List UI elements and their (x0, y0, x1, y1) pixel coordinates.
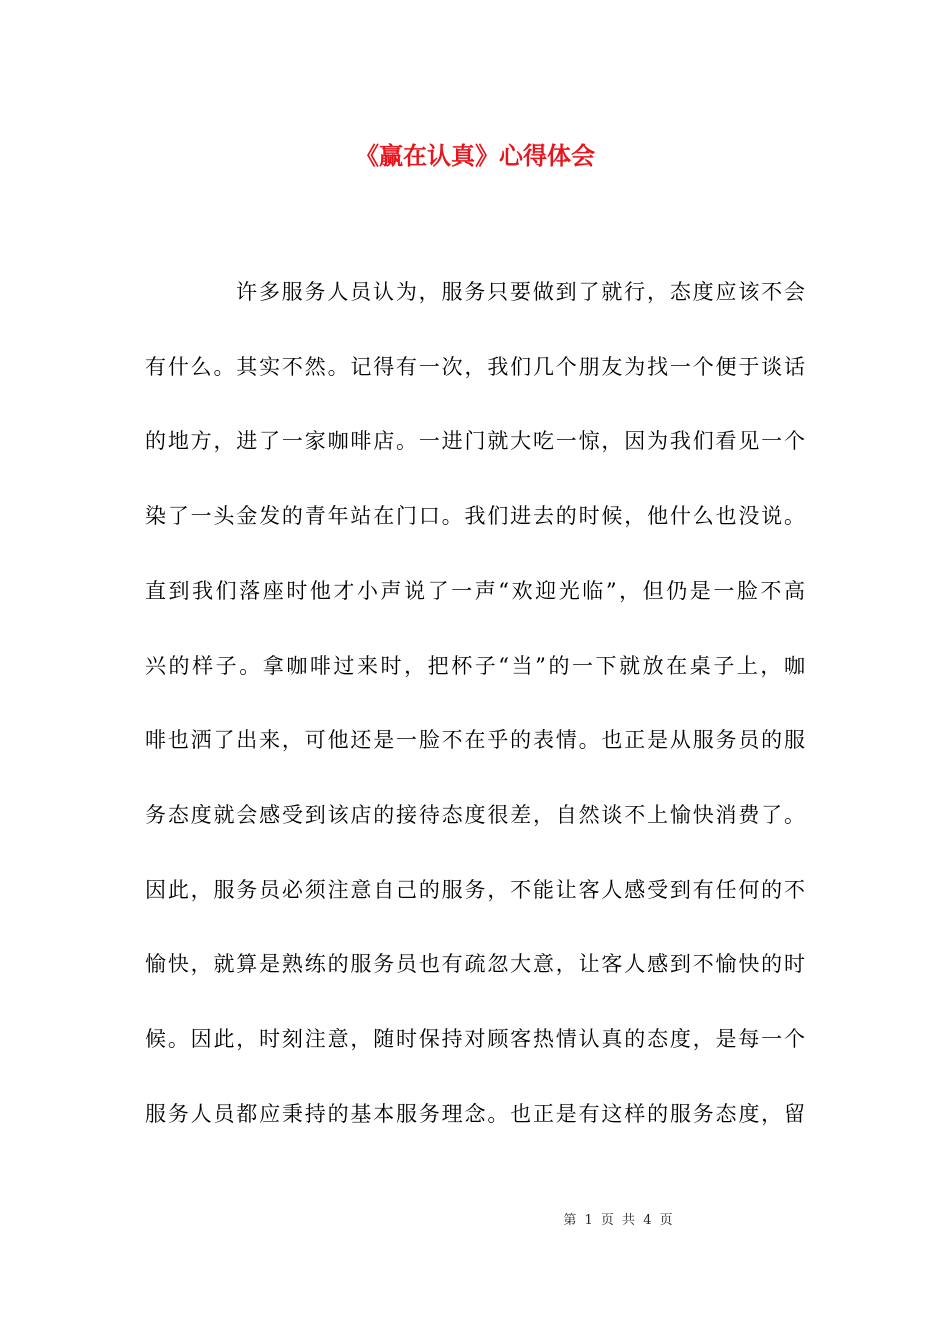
paragraph-line: 染了一头金发的青年站在门口。我们进去的时候，他什么也没说。 (145, 504, 805, 529)
paragraph-line: 许多服务人员认为，服务只要做到了就行，态度应该不会 (236, 280, 805, 304)
document-title: 《赢在认真》心得体会 (355, 142, 595, 170)
paragraph-line: 兴的样子。拿咖啡过来时，把杯子“当”的一下就放在桌子上，咖 (145, 653, 805, 678)
paragraph-line: 的地方，进了一家咖啡店。一进门就大吃一惊，因为我们看见一个 (145, 429, 805, 454)
paragraph-line: 因此，服务员必须注意自己的服务，不能让客人感受到有任何的不 (145, 877, 805, 902)
paragraph-line: 直到我们落座时他才小声说了一声“欢迎光临”，但仍是一脸不高 (145, 578, 805, 603)
paragraph-line: 愉快，就算是熟练的服务员也有疏忽大意，让客人感到不愉快的时 (145, 952, 805, 977)
paragraph-line: 务态度就会感受到该店的接待态度很差，自然谈不上愉快消费了。 (145, 802, 805, 827)
page-number-footer: 第 1 页 共 4 页 (563, 1213, 673, 1228)
paragraph-line: 候。因此，时刻注意，随时保持对顾客热情认真的态度，是每一个 (145, 1027, 805, 1051)
paragraph-line: 有什么。其实不然。记得有一次，我们几个朋友为找一个便于谈话 (145, 354, 805, 379)
paragraph-line: 服务人员都应秉持的基本服务理念。也正是有这样的服务态度，留 (145, 1101, 805, 1126)
paragraph-line: 啡也洒了出来，可他还是一脸不在乎的表情。也正是从服务员的服 (145, 728, 805, 753)
